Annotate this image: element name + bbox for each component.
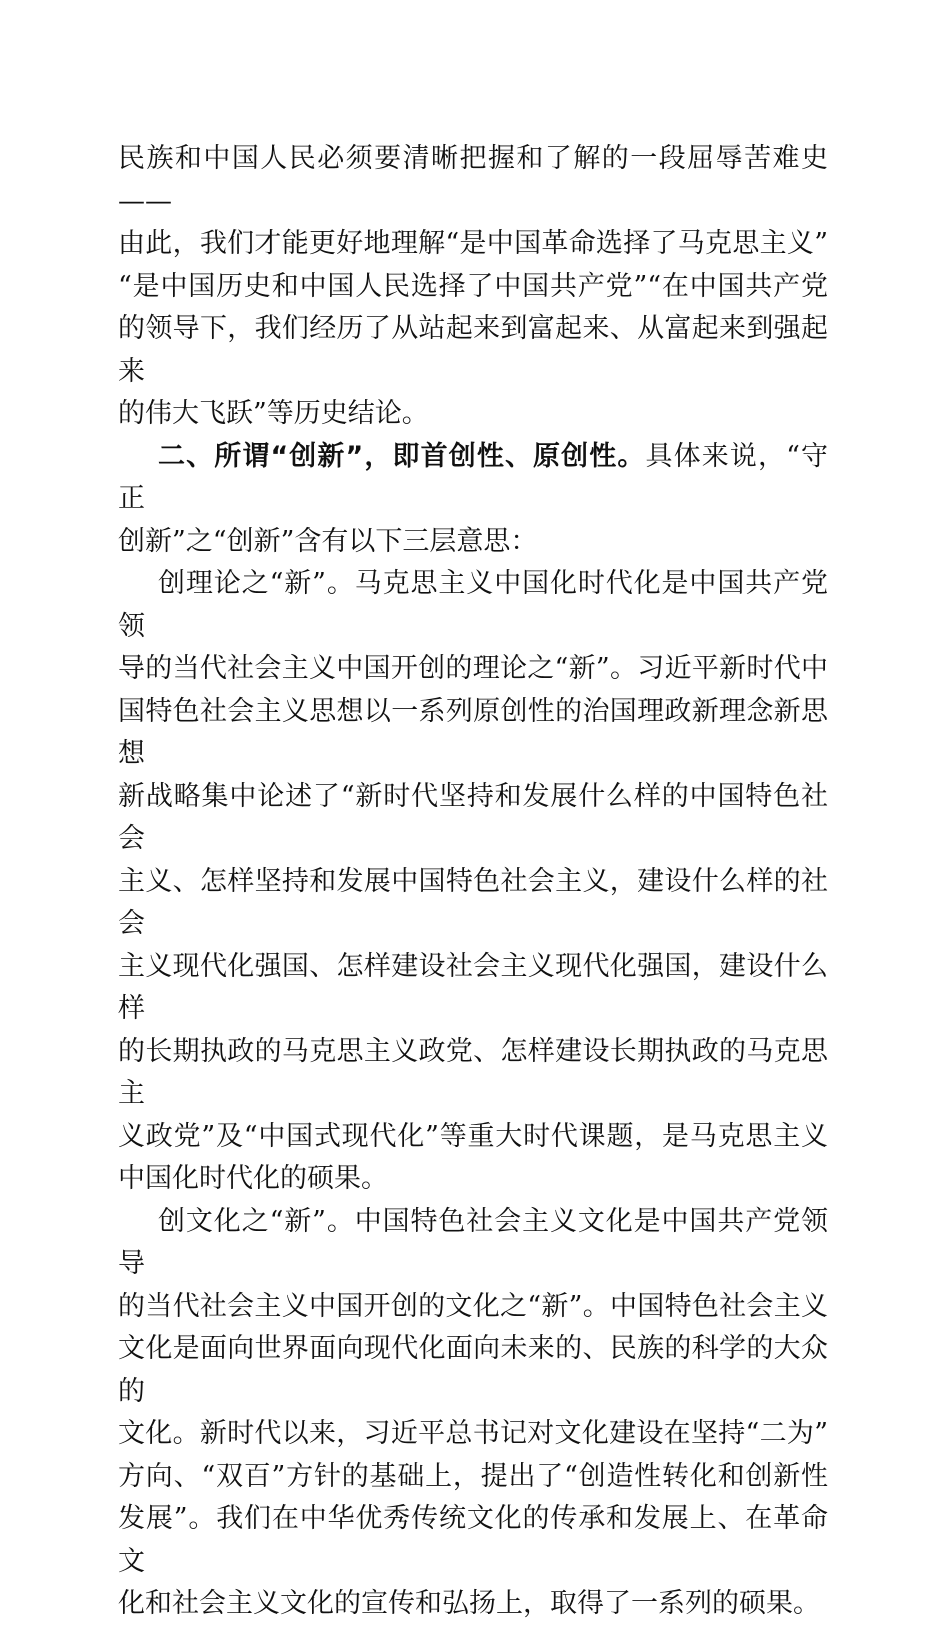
- theory-paragraph: [118, 563, 828, 1201]
- text-line: 民族和中国人民必须要清晰把握和了解的一段屈辱苦难史——: [118, 143, 828, 217]
- text-line: 创文化之“新”。中国特色社会主义文化是中国共产党领导: [118, 1205, 828, 1279]
- section-two-paragraph: [118, 436, 828, 564]
- text-line: 创新”之“创新”含有以下三层意思：: [118, 525, 538, 557]
- section-heading: 二、所谓“创新”，即首创性、原创性。: [158, 440, 646, 472]
- text-line: 义政党”及“中国式现代化”等重大时代课题，是马克思主义: [118, 1120, 828, 1152]
- text-line: 的伟大飞跃”等历史结论。: [118, 398, 429, 429]
- text-line: 新战略集中论述了“新时代坚持和发展什么样的中国特色社会: [118, 780, 828, 854]
- section-heading-rest: 具体来说，“守正: [118, 440, 828, 514]
- text-line: “是中国历史和中国人民选择了中国共产党”“在中国共产党: [118, 270, 828, 302]
- text-line: 由此，我们才能更好地理解“是中国革命选择了马克思主义”: [118, 228, 828, 259]
- document-page: [118, 138, 828, 1626]
- text-line: 文化是面向世界面向现代化面向未来的、民族的科学的大众的: [118, 1333, 828, 1407]
- text-line: 导的当代社会主义中国开创的理论之“新”。习近平新时代中: [118, 653, 828, 684]
- text-line: 方向、“双百”方针的基础上，提出了“创造性转化和创新性: [118, 1460, 828, 1492]
- text-line: 化和社会主义文化的宣传和弘扬上，取得了一系列的硕果。: [118, 1588, 820, 1619]
- continuation-paragraph: [118, 138, 828, 436]
- text-line: 主义现代化强国、怎样建设社会主义现代化强国，建设什么样: [118, 950, 828, 1024]
- text-line: 国特色社会主义思想以一系列原创性的治国理政新理念新思想: [118, 695, 828, 769]
- text-line: 发展”。我们在中华优秀传统文化的传承和发展上、在革命文: [118, 1503, 828, 1577]
- text-line: [118, 436, 828, 521]
- text-line: 的领导下，我们经历了从站起来到富起来、从富起来到强起来: [118, 313, 828, 387]
- culture-paragraph: [118, 1201, 828, 1626]
- text-line: 文化。新时代以来，习近平总书记对文化建设在坚持“二为”: [118, 1418, 828, 1449]
- text-line: 的长期执政的马克思主义政党、怎样建设长期执政的马克思主: [118, 1035, 828, 1109]
- text-line: 的当代社会主义中国开创的文化之“新”。中国特色社会主义: [118, 1290, 828, 1322]
- text-line: 主义、怎样坚持和发展中国特色社会主义，建设什么样的社会: [118, 865, 828, 939]
- text-line: 创理论之“新”。马克思主义中国化时代化是中国共产党领: [118, 568, 828, 642]
- text-line: 中国化时代化的硕果。: [118, 1163, 388, 1194]
